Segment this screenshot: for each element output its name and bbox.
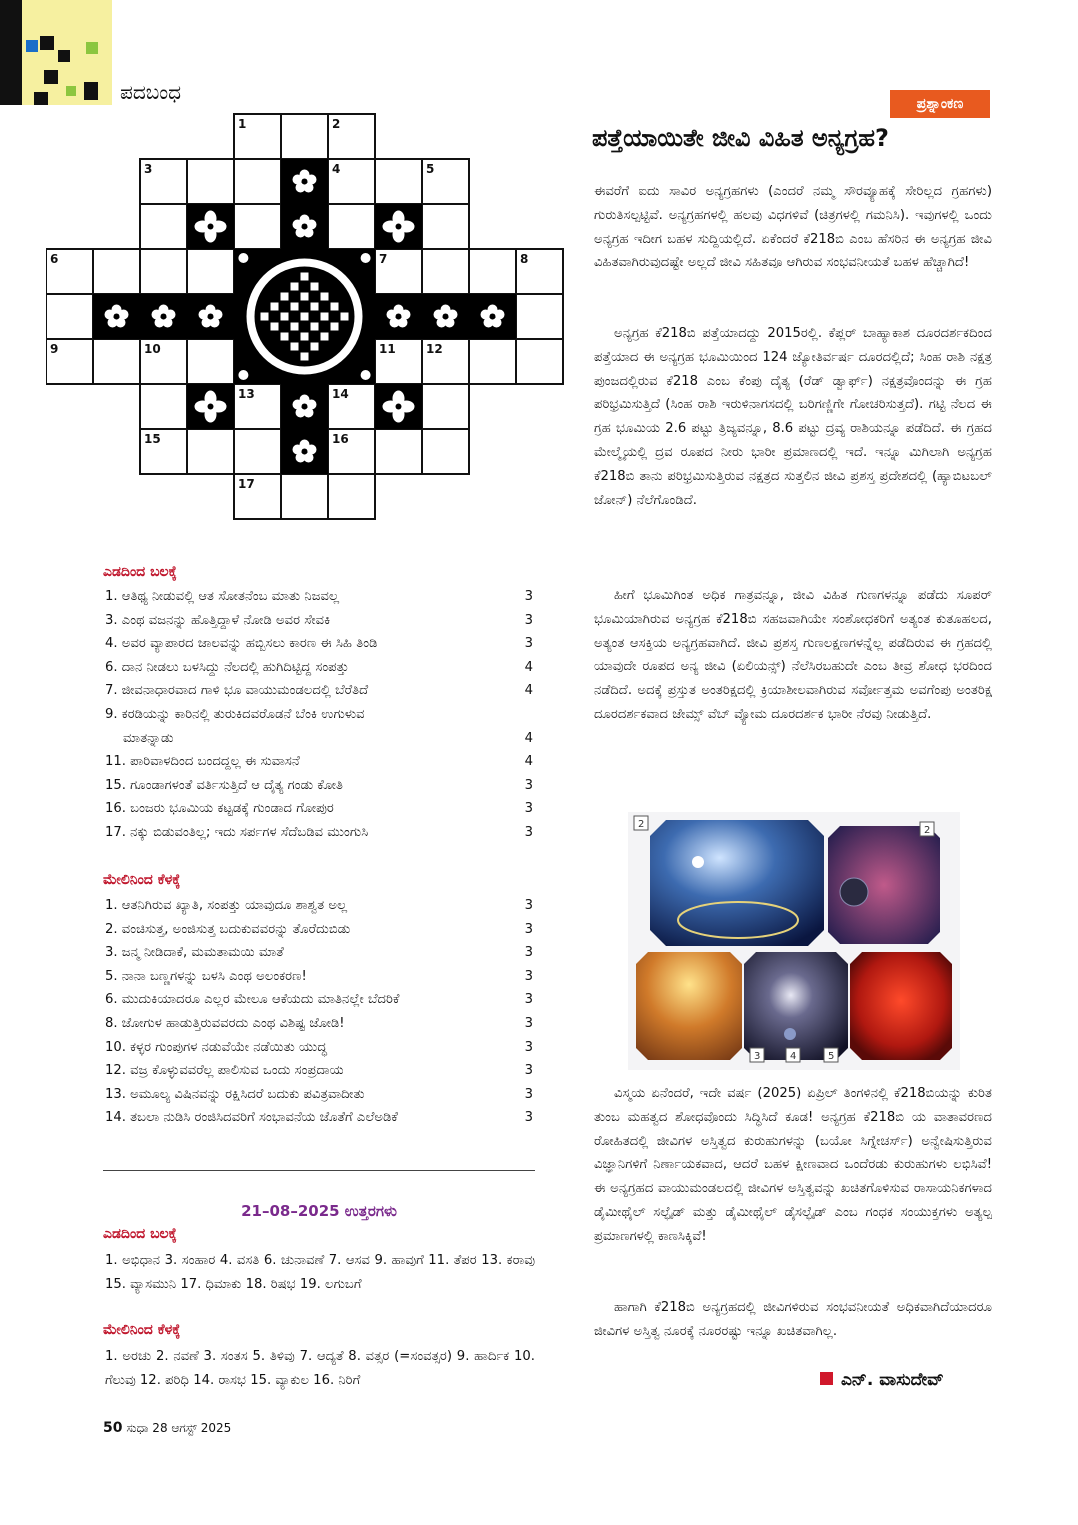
crossword-cell[interactable]: [375, 159, 422, 204]
crossword-number: 14: [332, 387, 349, 401]
across-clue-text: 9. ಕರಡಿಯನ್ನು ಕಾರಿನಲ್ಲಿ ತುರುಕಿದವರೊಡನೆ ಬೆಂಕಿ ಉಗುಳುವ: [105, 707, 365, 722]
article-paragraph-3: ಹೀಗೆ ಭೂಮಿಗಿಂತ ಅಧಿಕ ಗಾತ್ರವನ್ನೂ, ಜೀವಿ ವಿಹಿತ ಗುಣಗಳನ್ನೂ ಪಡೆದು ಸೂಪರ್ ಭೂಮಿಯಾಗಿರುವ ಅನ್ಯಗ್ರಹ ಕೆ218ಬಿ ಸಹಜವಾಗಿಯೇ ಸಂಶೋಧಕರಿಗೆ ಅತ್ಯಂತ ಕುತೂಹಲದ, ಅತ್ಯಂತ ಆಸಕ್ತಿಯ ಅನ್ಯಗ್ರಹವಾಗಿದೆ. ಜೀವಿ ಪ್ರಶಸ್ತ ಗುಣಲಕ್ಷಣಗಳನ್ನೆಲ್ಲ ಪಡೆದಿರುವ ಈ ಗ್ರಹದಲ್ಲಿ ಯಾವುದೇ ರೂಪದ ಅನ್ಯ ಜೀವಿ (ಏಲಿಯನ್ಸ್) ನೆಲೆಸಿರಬಹುದೇ ಎಂಬ ತೀವ್ರ ಶೋಧ ಭರದಿಂದ ನಡೆದಿದೆ. ಅದಕ್ಕೆ ಪ್ರಸ್ತುತ ಅಂತರಿಕ್ಷದಲ್ಲಿ ಕ್ರಿಯಾಶೀಲವಾಗಿರುವ ಸರ್ವೋತ್ತಮ ಅವಗೆಂಪು ಅಂತರಿಕ್ಷ ದೂರದರ್ಶಕವಾದ ಜೇಮ್ಸ್ ವೆಬ್ ವ್ಯೋಮ ದೂರದರ್ಶಕ ಭಾರೀ ನೆರವು ನೀಡುತ್ತಿದೆ.: [594, 588, 992, 722]
crossword-cell[interactable]: [469, 249, 516, 294]
down-clue-length: 3: [524, 968, 533, 984]
down-clue-length: 3: [524, 1086, 533, 1102]
across-clue-text: 15. ಗೂಂಡಾಗಳಂತೆ ವರ್ತಿಸುತ್ತಿದೆ ಆ ದೈತ್ಯ ಗಂಡು ಕೋತಿ: [105, 777, 344, 793]
section-logo: [0, 0, 112, 105]
across-clue: [105, 774, 533, 797]
crossword-cell[interactable]: [234, 204, 281, 249]
divider: [103, 1170, 535, 1171]
crossword-number: 6: [50, 252, 59, 266]
crossword-number: 16: [332, 432, 349, 446]
crossword-cell[interactable]: [187, 249, 234, 294]
down-clue-length: 3: [524, 921, 533, 937]
down-clue: [105, 1106, 533, 1129]
across-heading: ಎಡದಿಂದ ಬಲಕ್ಕೆ: [103, 564, 177, 580]
crossword-number: 9: [50, 342, 59, 356]
down-clue-text: 6. ಮುದುಕಿಯಾದರೂ ಎಲ್ಲರ ಮೇಲೂ ಆಕೆಯದು ಮಾತಿನಲ್ಲೇ ಬೆದರಿಕೆ: [105, 992, 400, 1008]
crossword-number: 11: [379, 342, 396, 356]
crossword-number: 1: [238, 117, 247, 131]
across-clue-length: 3: [524, 589, 533, 604]
down-clue-length: 3: [524, 1110, 533, 1126]
medallion-pattern: [311, 323, 319, 331]
crossword-cell[interactable]: [516, 294, 563, 339]
crossword-cell[interactable]: [328, 204, 375, 249]
across-clue-text: 16. ಬಂಜರು ಭೂಮಿಯ ಕಟ್ಟಡಕ್ಕೆ ಗುಂಡಾದ ಗೋಪುರ: [105, 801, 334, 817]
down-clue-text: 12. ವಜ್ರ ಕೊಳ್ಳುವವರೆಲ್ಲ ಪಾಲಿಸುವ ಒಂದು ಸಂಪ್ರದಾಯ: [105, 1063, 344, 1079]
exoplanet-illustration: [628, 812, 960, 1070]
crossword-cell[interactable]: [234, 159, 281, 204]
across-clue-text: 4. ಅವರ ವ್ಯಾಪಾರದ ಜಾಲವನ್ನು ಹಬ್ಬಿಸಲು ಕಾರಣ ಈ ಸಿಹಿ ತಿಂಡಿ: [105, 636, 378, 652]
crossword-cell[interactable]: [375, 429, 422, 474]
across-clue: [105, 797, 533, 820]
medallion-pattern: [271, 303, 279, 311]
crossword-number: 13: [238, 387, 255, 401]
down-clue-length: 3: [524, 945, 533, 961]
down-clue-text: 10. ಕಳ್ಳರ ಗುಂಪುಗಳ ನಡುವೆಯೇ ನಡೆಯಿತು ಯುದ್ಧ: [105, 1039, 327, 1055]
down-clue-text: 14. ತಬಲಾ ನುಡಿಸಿ ರಂಜಿಸಿದವರಿಗೆ ಸಂಭಾವನೆಯ ಜೊತೆಗೆ ಎಲೆಅಡಿಕೆ: [105, 1110, 398, 1126]
down-clue: [105, 1083, 533, 1106]
down-clue-length: 3: [524, 992, 533, 1008]
crossword-cell[interactable]: [140, 204, 187, 249]
medallion-pattern: [301, 273, 309, 281]
crossword-cell[interactable]: [469, 339, 516, 384]
crossword-cell[interactable]: [187, 159, 234, 204]
across-clue: [105, 750, 533, 773]
across-clue: [105, 585, 533, 608]
medallion-pattern: [301, 353, 309, 361]
across-clue-length: 3: [524, 777, 533, 793]
crossword-grid: [46, 112, 566, 522]
article-headline: ಪತ್ತೆಯಾಯಿತೇ ಜೀವಿ ವಿಹಿತ ಅನ್ಯಗ್ರಹ?: [592, 124, 889, 152]
medallion-pattern: [321, 333, 329, 341]
across-clue-length: 3: [524, 825, 533, 840]
across-clue-length: 4: [524, 730, 533, 746]
down-clue-text: 2. ವಂಚಿಸುತ್ತ, ಅಂಜಿಸುತ್ತ ಬದುಕುವವರನ್ನು ತೊರೆದುಬಿಡು: [105, 921, 351, 937]
crossword-cell[interactable]: [187, 339, 234, 384]
medallion-pattern: [281, 293, 289, 301]
author-name: ಎನ್. ವಾಸುದೇವ್: [841, 1370, 944, 1390]
page-footer: [103, 1420, 231, 1436]
across-clue-length: 3: [524, 636, 533, 652]
across-clue-text: ಮಾತನ್ನಾಡು: [123, 730, 174, 746]
across-clue: [105, 609, 533, 632]
column-tag: ಪ್ರಶ್ನಾಂಕಣ: [890, 90, 990, 118]
across-clue-length: 4: [524, 754, 533, 770]
medallion-pattern: [291, 283, 299, 291]
crossword-number: 10: [144, 342, 161, 356]
down-clue-length: 3: [524, 1039, 533, 1055]
across-clue: [105, 656, 533, 679]
crossword-cell[interactable]: [140, 384, 187, 429]
article-paragraph-4: ವಿಸ್ಮಯ ಏನೆಂದರೆ, ಇದೇ ವರ್ಷ (2025) ಏಪ್ರಿಲ್ ತಿಂಗಳಿನಲ್ಲಿ ಕೆ218ಬಿಯನ್ನು ಕುರಿತ ತುಂಬ ಮಹತ್ವದ ಶೋಧವೊಂದು ಸಿದ್ಧಿಸಿದೆ ಕೂಡ! ಅನ್ಯಗ್ರಹ ಕೆ218ಬಿ ಯ ವಾತಾವರಣದ ರೋಹಿತದಲ್ಲಿ ಜೀವಿಗಳ ಅಸ್ತಿತ್ವದ ಕುರುಹುಗಳನ್ನು (ಬಯೋ ಸಿಗ್ನೇಚರ್ಸ್) ಅನ್ವೇಷಿಸುತ್ತಿರುವ ವಿಜ್ಞಾನಿಗಳಿಗೆ ನಿರ್ಣಾಯಕವಾದ, ಆದರೆ ಬಹಳ ಕ್ಷೀಣವಾದ ಒಂದೆರಡು ಕುರುಹುಗಳು ಲಭಿಸಿವೆ! ಈ ಅನ್ಯಗ್ರಹದ ವಾಯುಮಂಡಲದಲ್ಲಿ ಜೀವಿಗಳ ಅಸ್ತಿತ್ವವನ್ನು ಖಚಿತಗೊಳಿಸುವ ರಾಸಾಯನಿಕಗಳಾದ ಡೈಮೀಥೈಲ್ ಸಲ್ಫೈಡ್ ಮತ್ತು ಡೈಮೀಥೈಲ್ ಡೈಸಲ್ಫೈಡ್ ಎಂಬ ಗಂಧಕ ಸಂಯುಕ್ತಗಳು ಅತ್ಯಲ್ಪ ಪ್ರಮಾಣಗಳಲ್ಲಿ ಕಾಣಸಿಕ್ಕಿವೆ!: [594, 1086, 992, 1244]
down-clue: [105, 1059, 533, 1082]
down-clue: [105, 965, 533, 988]
crossword-cell[interactable]: [422, 204, 469, 249]
answers-down-text: 1. ಅರಚು 2. ನವಣೆ 3. ಸಂತಸ 5. ತಿಳಿವು 7. ಆದ್ಯತೆ 8. ವತ್ಸರ (=ಸಂವತ್ಸರ) 9. ಹಾರ್ದಿಕ 10. ಗೆಲುವು 12. ಪರಿಧಿ 14. ರಾಸಭ 15. ವ್ಯಾಕುಲ 16. ನಿರಿಗೆ: [105, 1349, 535, 1388]
down-clue-length: 3: [524, 1016, 533, 1031]
medallion-pattern: [261, 313, 269, 321]
medallion-pattern: [311, 303, 319, 311]
medallion-pattern: [281, 313, 289, 321]
down-clue: [105, 988, 533, 1011]
article-paragraph-2: ಅನ್ಯಗ್ರಹ ಕೆ218ಬಿ ಪತ್ತೆಯಾದದ್ದು 2015ರಲ್ಲಿ. ಕೆಪ್ಲರ್ ಬಾಹ್ಯಾಕಾಶ ದೂರದರ್ಶಕದಿಂದ ಪತ್ತೆಯಾದ ಈ ಅನ್ಯಗ್ರಹ ಭೂಮಿಯಿಂದ 124 ಜ್ಯೋತಿರ್ವರ್ಷ ದೂರದಲ್ಲಿದೆ; ಸಿಂಹ ರಾಶಿ ನಕ್ಷತ್ರ ಪುಂಜದಲ್ಲಿರುವ ಕೆ218 ಎಂಬ ಕೆಂಪು ದೈತ್ಯ (ರೆಡ್ ಡ್ವಾರ್ಫ್) ನಕ್ಷತ್ರವೊಂದನ್ನು ಈ ಗ್ರಹ ಪರಿಭ್ರಮಿಸುತ್ತಿದೆ (ಸಿಂಹ ರಾಶಿ ಇರುಳಿನಾಗಸದಲ್ಲಿ ಬರಿಗಣ್ಣಿಗೇ ಗೋಚರಿಸುತ್ತದೆ). ಗಟ್ಟಿ ನೆಲದ ಈ ಗ್ರಹ ಭೂಮಿಯ 2.6 ಪಟ್ಟು ತ್ರಿಜ್ಯವನ್ನೂ, 8.6 ಪಟ್ಟು ದ್ರವ್ಯ ರಾಶಿಯನ್ನೂ ಪಡೆದಿದೆ. ಈ ಗ್ರಹದ ಮೇಲ್ಮೈಯಲ್ಲಿ ದ್ರವ ರೂಪದ ನೀರು ಭಾರೀ ಪ್ರಮಾಣದಲ್ಲಿ ಇದೆ. ಇನ್ನೂ ಮಿಗಿಲಾಗಿ ಅನ್ಯಗ್ರಹ ಕೆ218ಬಿ ತಾನು ಪರಿಭ್ರಮಿಸುತ್ತಿರುವ ನಕ್ಷತ್ರದ ಸುತ್ತಲಿನ ಜೀವಿ ಪ್ರಶಸ್ತ ಪ್ರದೇಶದಲ್ಲಿ (ಹ್ಯಾಬಿಟಬಲ್ ಜೋನ್) ನೆಲೆಗೊಂಡಿದೆ.: [594, 326, 992, 508]
footer-text: ಸುಧಾ 28 ಆಗಸ್ಟ್ 2025: [126, 1421, 232, 1435]
figure-label-3: 3: [754, 1051, 761, 1062]
author-byline: [820, 1370, 944, 1390]
medallion-pattern: [301, 313, 309, 321]
across-clue-length: 3: [524, 801, 533, 817]
answers-across-heading: ಎಡದಿಂದ ಬಲಕ್ಕೆ: [103, 1226, 177, 1242]
down-clue-length: 3: [524, 898, 533, 913]
red-square-icon: [820, 1372, 833, 1385]
across-clue-text: 6. ದಾನ ನೀಡಲು ಬಳಸಿದ್ದು ನೆಲದಲ್ಲಿ ಹುಗಿದಿಟ್ಟಿದ್ದ ಸಂಪತ್ತು: [105, 659, 349, 675]
medallion-pattern: [331, 303, 339, 311]
across-clue-text: 1. ಆತಿಥ್ಯ ನೀಡುವಲ್ಲಿ ಆತ ಸೋತನೆಂಬ ಮಾತು ನಿಜವಲ್ಲ: [105, 589, 340, 604]
crossword-number: 17: [238, 477, 255, 491]
across-clue: [105, 821, 533, 844]
medallion-pattern: [291, 343, 299, 351]
down-clue-text: 1. ಆತನಿಗಿರುವ ಖ್ಯಾತಿ, ಸಂಪತ್ತು ಯಾವುದೂ ಶಾಶ್ವತ ಅಲ್ಲ: [105, 898, 348, 913]
medallion-pattern: [291, 323, 299, 331]
crossword-number: 12: [426, 342, 443, 356]
crossword-cell[interactable]: [422, 429, 469, 474]
answers-across-text: 1. ಅಭಿಧಾನ 3. ಸಂಹಾರ 4. ವಸತಿ 6. ಚುನಾವಣೆ 7. ಆಸವ 9. ಹಾವುಗೆ 11. ತೆಪರ 13. ಕರಾವು 15. ವ್ಯಾಸಮುನಿ 17. ಧಿಮಾಕು 18. ರಿಷಭ 19. ಲಗುಬಗೆ: [105, 1253, 535, 1292]
medallion-pattern: [291, 303, 299, 311]
across-clue: [105, 679, 533, 702]
crossword-cell[interactable]: [187, 429, 234, 474]
crossword-cell[interactable]: [422, 384, 469, 429]
down-clue-text: 13. ಅಮೂಲ್ಯ ವಿಷಿನವನ್ನು ರಕ್ಷಿಸಿದರೆ ಬದುಕು ಪವಿತ್ರವಾದೀತು: [105, 1086, 365, 1102]
down-heading: ಮೇಲಿನಿಂದ ಕೆಳಕ್ಕೆ: [103, 872, 181, 888]
medallion-pattern: [321, 293, 329, 301]
crossword-cell[interactable]: [328, 474, 375, 519]
medallion-dot: [361, 253, 371, 263]
figure-label-4: 4: [790, 1051, 797, 1062]
medallion-pattern: [271, 323, 279, 331]
medallion-pattern: [301, 333, 309, 341]
crossword-cell[interactable]: [516, 339, 563, 384]
medallion-pattern: [311, 343, 319, 351]
crossword-number: 7: [379, 252, 388, 266]
down-clue: [105, 1012, 533, 1035]
crossword-number: 2: [332, 117, 341, 131]
figure-label-1: 2: [638, 819, 645, 830]
crossword-number: 3: [144, 162, 153, 176]
article-paragraph-1: ಈವರೆಗೆ ಐದು ಸಾವಿರ ಅನ್ಯಗ್ರಹಗಳು (ಎಂದರೆ ನಮ್ಮ ಸೌರವ್ಯೂಹಕ್ಕೆ ಸೇರಿಲ್ಲದ ಗ್ರಹಗಳು) ಗುರುತಿಸಲ್ಪಟ್ಟಿವೆ. ಅನ್ಯಗ್ರಹಗಳಲ್ಲಿ ಹಲವು ವಿಧಗಳಿವೆ (ಚಿತ್ರಗಳಲ್ಲಿ ಗಮನಿಸಿ). ಇವುಗಳಲ್ಲಿ ಒಂದು ಅನ್ಯಗ್ರಹ ಇದೀಗ ಬಹಳ ಸುದ್ದಿಯಲ್ಲಿದೆ. ಏಕೆಂದರೆ ಕೆ218ಬಿ ಎಂಬ ಹೆಸರಿನ ಈ ಅನ್ಯಗ್ರಹ ಜೀವಿ ವಿಹಿತವಾಗಿರುವುದಷ್ಟೇ ಅಲ್ಲದೆ ಜೀವಿ ಸಹಿತವೂ ಆಗಿರುವ ಸಂಭವನೀಯತೆ ಬಹಳ ಹೆಚ್ಚಾಗಿದೆ!: [594, 184, 992, 271]
down-clue: [105, 1036, 533, 1059]
crossword-cell[interactable]: [234, 429, 281, 474]
crossword-number: 15: [144, 432, 161, 446]
down-clue-text: 8. ಜೋಗುಳ ಹಾಡುತ್ತಿರುವವರದು ಎಂಥ ವಿಶಿಷ್ಟ ಜೋಡಿ!: [105, 1016, 345, 1031]
answers-down-heading: ಮೇಲಿನಿಂದ ಕೆಳಕ್ಕೆ: [103, 1322, 181, 1338]
page-number: 50: [103, 1420, 123, 1436]
crossword-cell[interactable]: [93, 249, 140, 294]
across-clue-text: 17. ನಕ್ಕು ಬಿಡುವಂತಿಲ್ಲ; ಇದು ಸರ್ಪಗಳ ಸೆದೆಬಡಿವ ಮುಂಗುಸಿ: [105, 825, 369, 840]
across-clue: [105, 727, 533, 750]
crossword-number: 8: [520, 252, 529, 266]
medallion-pattern: [281, 333, 289, 341]
down-clue-text: 3. ಜನ್ಮ ನೀಡಿದಾಕೆ, ಮಮತಾಮಯಿ ಮಾತೆ: [105, 945, 284, 961]
medallion-dot: [238, 370, 248, 380]
across-clue-length: 4: [524, 683, 533, 699]
medallion-pattern: [331, 323, 339, 331]
figure-label-5: 5: [828, 1051, 835, 1062]
section-title: ಪದಬಂಧ: [120, 80, 182, 104]
figure-label-2: 2: [924, 825, 931, 836]
crossword-cell[interactable]: [46, 294, 93, 339]
answers-title: 21–08–2025 ಉತ್ತರಗಳು: [241, 1202, 397, 1220]
across-clue-length: 4: [524, 659, 533, 675]
article-paragraph-5: ಹಾಗಾಗಿ ಕೆ218ಬಿ ಅನ್ಯಗ್ರಹದಲ್ಲಿ ಜೀವಿಗಳಿರುವ ಸಂಭವನೀಯತೆ ಅಧಿಕವಾಗಿದೆಯಾದರೂ ಜೀವಿಗಳ ಅಸ್ತಿತ್ವ ನೂರಕ್ಕೆ ನೂರರಷ್ಟು ಇನ್ನೂ ಖಚಿತವಾಗಿಲ್ಲ.: [594, 1300, 992, 1339]
down-clue: [105, 941, 533, 964]
across-clue: [105, 632, 533, 655]
medallion-pattern: [311, 283, 319, 291]
crossword-cell[interactable]: [140, 249, 187, 294]
medallion-dot: [361, 370, 371, 380]
across-clue-length: 3: [524, 612, 533, 628]
across-clue: [105, 703, 533, 726]
crossword-cell[interactable]: [281, 474, 328, 519]
down-clue-text: 5. ನಾನಾ ಬಣ್ಣಗಳನ್ನು ಬಳಸಿ ಎಂಥ ಅಲಂಕರಣ!: [105, 968, 307, 984]
crossword-cell[interactable]: [281, 114, 328, 159]
medallion-pattern: [321, 313, 329, 321]
crossword-number: 5: [426, 162, 435, 176]
down-clue: [105, 894, 533, 917]
across-clue-text: 11. ಪಾರಿವಾಳದಿಂದ ಬಂದದ್ದಲ್ಲ ಈ ಸುವಾಸನೆ: [105, 754, 300, 770]
across-clue-text: 3. ಎಂಥ ವಜನನ್ನು ಹೊತ್ತಿದ್ದಾಳೆ ನೋಡಿ ಅವರ ಸೇವಕಿ: [105, 612, 331, 628]
down-clue-length: 3: [524, 1063, 533, 1079]
medallion-dot: [238, 253, 248, 263]
down-clue: [105, 918, 533, 941]
medallion-pattern: [301, 293, 309, 301]
crossword-number: 4: [332, 162, 341, 176]
across-clue-text: 7. ಜೀವನಾಧಾರವಾದ ಗಾಳಿ ಭೂ ವಾಯುಮಂಡಲದಲ್ಲಿ ಬೆರೆತಿದೆ: [105, 683, 369, 699]
crossword-cell[interactable]: [422, 249, 469, 294]
medallion-pattern: [341, 313, 349, 321]
crossword-cell[interactable]: [93, 339, 140, 384]
